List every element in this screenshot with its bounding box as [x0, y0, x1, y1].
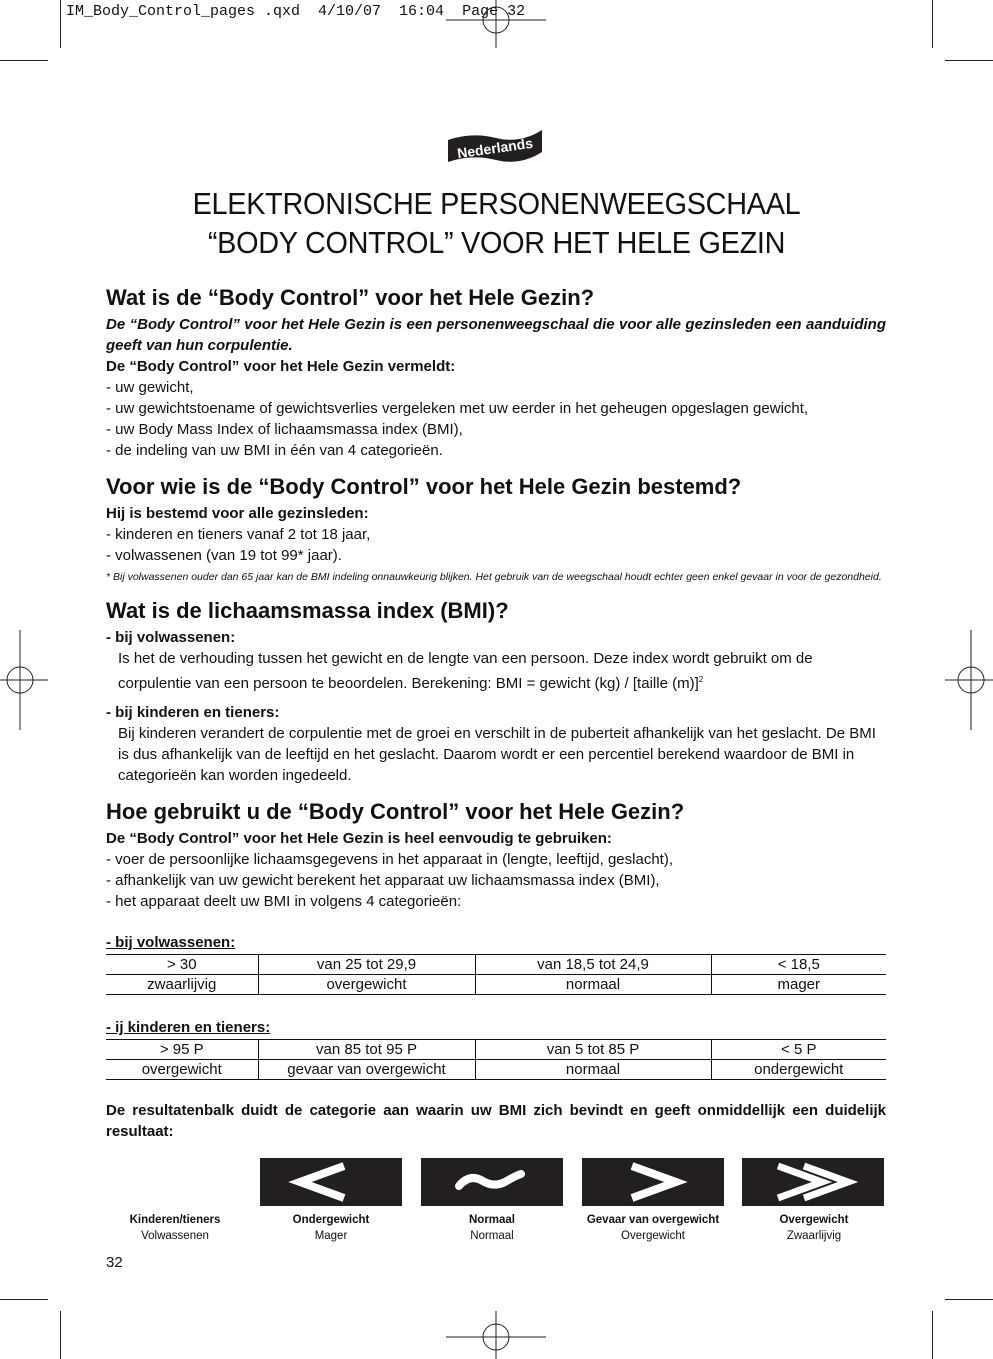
title-line-2: “BODY CONTROL” VOOR HET HELE GEZIN [207, 225, 786, 260]
section-heading: Wat is de lichaamsmassa index (BMI)? [106, 598, 509, 623]
printer-slug: IM_Body_Control_pages .qxd 4/10/07 16:04 Page 32 [66, 3, 526, 20]
table-cell: < 18,5 [711, 955, 886, 975]
list-item: - uw Body Mass Index of lichaamsmassa index (BMI), [106, 421, 463, 438]
crop-mark [932, 1311, 933, 1359]
table-row [106, 955, 886, 975]
legend-line-2: Normaal [470, 1230, 514, 1242]
legend-overweight [734, 1212, 894, 1244]
table-cell: normaal [475, 975, 711, 995]
crop-mark [0, 60, 48, 61]
footnote: * Bij volwassenen ouder dan 65 jaar kan de BMI indeling onnauwkeurig blijken. Het gebruik van de weegschaal houdt echter geen enkel gevaar in voor de gezondheid. [106, 571, 882, 583]
list-item: - voer de persoonlijke lichaamsgegevens in het apparaat in (lengte, leeftijd, geslacht), [106, 851, 673, 868]
list-item: - volwassenen (van 19 tot 99* jaar). [106, 547, 342, 564]
kids-text: Bij kinderen verandert de corpulentie met de groei en verschilt in de puberteit afhankelijk van het geslacht. De BMI is dus afhankelijk van de leeftijd en het geslacht. Daarom wordt er een percentiel berekend waardoor de BMI in categorieën kan worden ingedeeld. [118, 725, 876, 784]
result-bar-description: De resultatenbalk duidt de categorie aan waarin uw BMI zich bevindt en geeft onmiddellijk een duidelijk resultaat: [106, 1102, 886, 1140]
table-cell: van 85 tot 95 P [258, 1040, 475, 1060]
table-cell: overgewicht [106, 1060, 258, 1080]
adults-bmi-table [106, 954, 886, 995]
section-for-whom [106, 473, 886, 585]
section-heading: Voor wie is de “Body Control” voor het Hele Gezin bestemd? [106, 474, 742, 499]
page-title [0, 184, 993, 262]
crop-mark [60, 1311, 61, 1359]
table-cell: ondergewicht [711, 1060, 886, 1080]
legend-underweight [251, 1212, 411, 1244]
section-lead: De “Body Control” voor het Hele Gezin vermeldt: [106, 358, 456, 375]
table-cell: > 95 P [106, 1040, 258, 1060]
legend-line-1: Ondergewicht [292, 1214, 370, 1226]
section-what-is [106, 284, 886, 461]
language-badge [444, 118, 546, 170]
legend-line-2: Volwassenen [141, 1230, 209, 1242]
legend-line-1: Kinderen/tieners [129, 1214, 221, 1226]
section-bmi [106, 597, 886, 786]
content [106, 284, 886, 1142]
crop-mark [932, 0, 933, 48]
section-heading: Wat is de “Body Control” voor het Hele Gezin? [106, 285, 595, 310]
table-cell: gevaar van overgewicht [258, 1060, 475, 1080]
badge-text: Nederlands [456, 134, 534, 162]
table-row [106, 1060, 886, 1080]
table-cell: overgewicht [258, 975, 475, 995]
registration-mark-icon [446, 1309, 546, 1359]
adults-text [106, 648, 886, 694]
section-how-to-use [106, 798, 886, 912]
registration-mark-icon [446, 0, 546, 50]
title-line-1: ELEKTRONISCHE PERSONENWEEGSCHAAL [192, 186, 801, 221]
crop-mark [945, 60, 993, 61]
kids-table-block [106, 1017, 886, 1080]
kids-table-label: - ij kinderen en tieners: [106, 1019, 271, 1036]
table-cell: van 5 tot 85 P [475, 1040, 711, 1060]
registration-mark-icon [0, 630, 50, 730]
table-cell: > 30 [106, 955, 258, 975]
adults-text-body: Is het de verhouding tussen het gewicht en de lengte van een persoon. Deze index wordt gebruikt om de corpulentie van een persoon te beoordelen. Berekening: BMI = gewicht (kg) / [taille (m)] [118, 650, 813, 692]
page-number: 32 [106, 1254, 123, 1271]
list-item: - uw gewicht, [106, 379, 194, 396]
legend-normal [412, 1212, 572, 1244]
feature-list [106, 377, 886, 461]
kids-label: - bij kinderen en tieners: [106, 704, 280, 721]
section-intro: De “Body Control” voor het Hele Gezin is een personenweegschaal die voor alle gezinsleden een aanduiding geeft van hun corpulentie. [106, 316, 886, 354]
greater-than-icon [582, 1158, 724, 1206]
list-item: - de indeling van uw BMI in één van 4 categorieën. [106, 442, 443, 459]
section-heading: Hoe gebruikt u de “Body Control” voor het Hele Gezin? [106, 799, 685, 824]
adults-table-label: - bij volwassenen: [106, 934, 236, 951]
tilde-icon [421, 1158, 563, 1206]
list-item: - kinderen en tieners vanaf 2 tot 18 jaar, [106, 526, 371, 543]
adults-superscript: 2 [698, 675, 704, 684]
legend-line-2: Zwaarlijvig [786, 1230, 842, 1242]
list-item: - het apparaat deelt uw BMI in volgens 4 categorieën: [106, 893, 462, 910]
table-row [106, 975, 886, 995]
table-cell: mager [711, 975, 886, 995]
usage-list [106, 849, 886, 912]
list-item: - afhankelijk van uw gewicht berekent het apparaat uw lichaamsmassa index (BMI), [106, 872, 660, 889]
crop-mark [0, 1299, 48, 1300]
list-item: - uw gewichtstoename of gewichtsverlies vergeleken met uw eerder in het geheugen opgeslagen gewicht, [106, 400, 809, 417]
crop-mark [945, 1299, 993, 1300]
double-greater-than-icon [742, 1158, 884, 1206]
legend-row-labels [95, 1212, 255, 1244]
crop-mark [60, 0, 61, 48]
section-lead: Hij is bestemd voor alle gezinsleden: [106, 505, 369, 522]
table-row [106, 1040, 886, 1060]
kids-bmi-table [106, 1039, 886, 1080]
legend-line-2: Overgewicht [621, 1230, 685, 1242]
legend-line-1: Overgewicht [779, 1214, 849, 1226]
legend-line-1: Gevaar van overgewicht [586, 1214, 720, 1226]
table-cell: zwaarlijvig [106, 975, 258, 995]
table-cell: normaal [475, 1060, 711, 1080]
legend-risk-overweight [573, 1212, 733, 1244]
legend-line-2: Mager [314, 1230, 348, 1242]
section-lead: De “Body Control” voor het Hele Gezin is heel eenvoudig te gebruiken: [106, 830, 612, 847]
table-cell: < 5 P [711, 1040, 886, 1060]
table-cell: van 25 tot 29,9 [258, 955, 475, 975]
table-cell: van 18,5 tot 24,9 [475, 955, 711, 975]
registration-mark-icon [943, 630, 993, 730]
legend-line-1: Normaal [468, 1214, 516, 1226]
less-than-icon [260, 1158, 402, 1206]
audience-list [106, 524, 886, 566]
adults-table-block [106, 932, 886, 995]
adults-label: - bij volwassenen: [106, 629, 236, 646]
